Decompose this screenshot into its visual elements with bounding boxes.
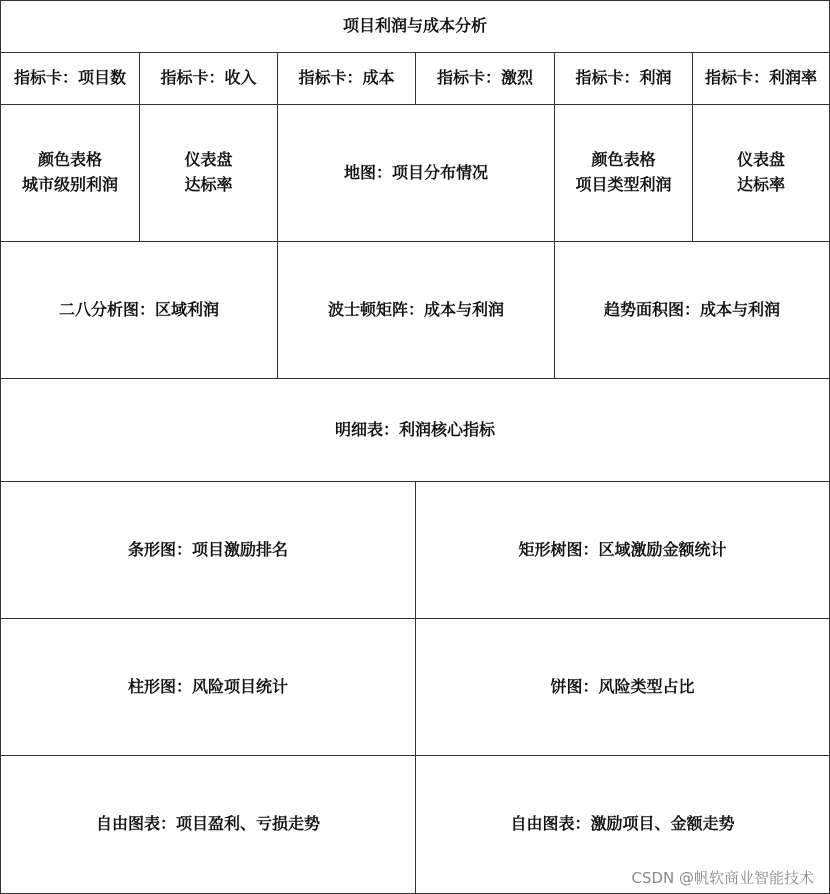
cell-label: 趋势面积图：成本与利润 bbox=[603, 299, 780, 319]
cell-label: 自由图表：激励项目、金额走势 bbox=[510, 814, 735, 834]
boston-matrix-cost-profit bbox=[277, 241, 554, 378]
kpi-card-profit bbox=[554, 52, 692, 104]
cell-label-line: 颜色表格 bbox=[591, 150, 656, 170]
kpi-card-label: 指标卡：利润 bbox=[575, 68, 672, 88]
gauge-achievement-rate bbox=[139, 104, 277, 241]
cell-label: 矩形树图：区域激励金额统计 bbox=[518, 539, 727, 559]
title-cell bbox=[0, 0, 830, 52]
gauge-achievement-rate-2 bbox=[692, 104, 830, 241]
cell-label-line: 达标率 bbox=[736, 175, 785, 194]
kpi-card-label: 指标卡：成本 bbox=[298, 68, 395, 88]
cell-label: 二八分析图：区域利润 bbox=[58, 299, 219, 319]
color-table-type-profit bbox=[554, 104, 692, 241]
cell-label-line: 颜色表格 bbox=[37, 150, 102, 170]
pareto-regional-profit bbox=[0, 241, 277, 378]
trend-area-cost-profit bbox=[554, 241, 830, 378]
watermark: CSDN @帆软商业智能技术 bbox=[631, 869, 814, 887]
free-chart-profit-loss-trend bbox=[0, 755, 415, 894]
kpi-card-label: 指标卡：项目数 bbox=[13, 68, 126, 88]
kpi-card-revenue bbox=[139, 52, 277, 104]
bar-chart-incentive-ranking bbox=[0, 481, 415, 618]
cell-label: 明细表：利润核心指标 bbox=[334, 419, 495, 439]
map-project-distribution bbox=[277, 104, 554, 241]
cell-label: 地图：项目分布情况 bbox=[343, 162, 488, 182]
kpi-card-profit-rate bbox=[692, 52, 830, 104]
kpi-card-label: 指标卡：激烈 bbox=[436, 68, 533, 88]
detail-table-profit-metrics bbox=[0, 378, 830, 481]
cell-label: 自由图表：项目盈利、亏损走势 bbox=[95, 814, 320, 834]
kpi-card-project-count bbox=[0, 52, 139, 104]
kpi-card-label: 指标卡：利润率 bbox=[704, 68, 817, 88]
cell-label: 饼图：风险类型占比 bbox=[550, 676, 695, 696]
cell-label-line: 仪表盘 bbox=[184, 150, 233, 170]
kpi-card-incentive bbox=[415, 52, 554, 104]
kpi-card-cost bbox=[277, 52, 415, 104]
cell-label-line: 达标率 bbox=[184, 175, 233, 194]
cell-label: 条形图：项目激励排名 bbox=[127, 539, 288, 559]
cell-label-line: 项目类型利润 bbox=[575, 175, 672, 194]
kpi-card-label: 指标卡：收入 bbox=[160, 68, 257, 88]
column-chart-risk-projects bbox=[0, 618, 415, 755]
page-title: 项目利润与成本分析 bbox=[342, 16, 487, 36]
cell-label-line: 城市级别利润 bbox=[21, 175, 118, 194]
treemap-regional-incentive bbox=[415, 481, 830, 618]
color-table-city-profit bbox=[0, 104, 139, 241]
pie-chart-risk-types bbox=[415, 618, 830, 755]
cell-label: 柱形图：风险项目统计 bbox=[127, 676, 288, 696]
cell-label: 波士顿矩阵：成本与利润 bbox=[327, 299, 504, 319]
cell-label-line: 仪表盘 bbox=[736, 150, 785, 170]
